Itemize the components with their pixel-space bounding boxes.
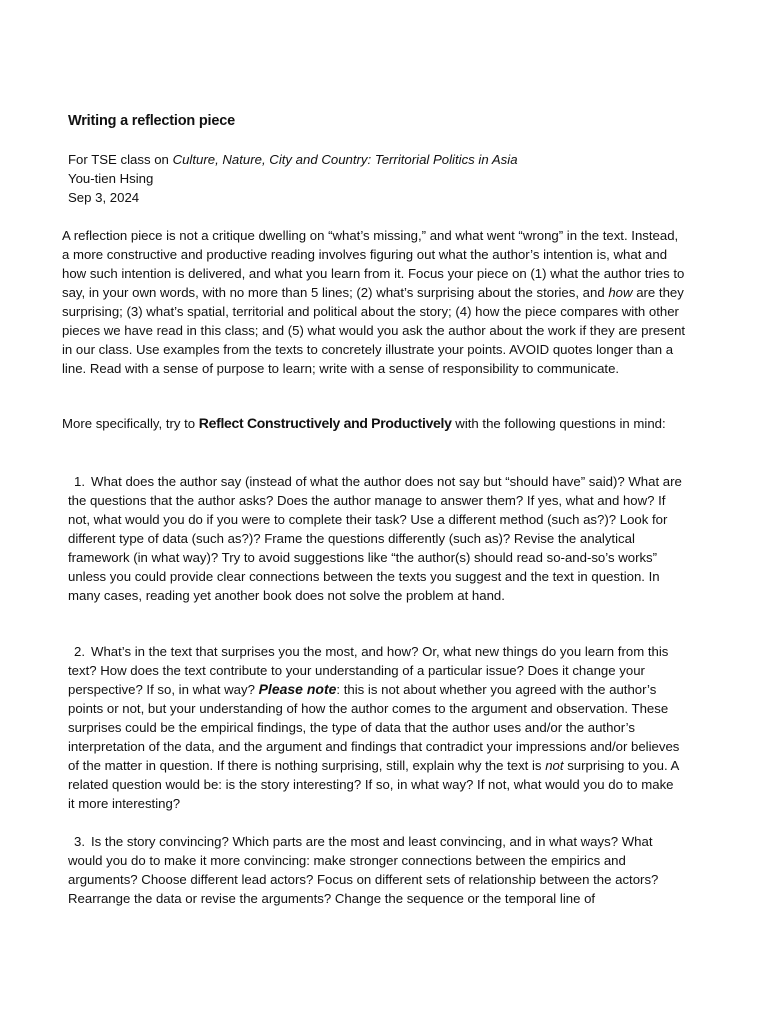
- specifically-paragraph: [62, 414, 686, 433]
- list-item-text: Is the story convincing? Which parts are the most and least convincing, and in what ways? What would you do to make it more convincing: make stronger connections between the empirics and arguments? Choose different lead actors? Focus on different sets of relationship between the actors? Rearrange the data or revise the arguments? Change the sequence or the temporal line of: [68, 834, 659, 906]
- list-item-text: surprising to you. A related question would be: is the story interesting? If so, in what way? If not, what would you do to make it more interesting?: [68, 758, 679, 811]
- specifically-prefix: More specifically, try to: [62, 416, 199, 431]
- document-title: Writing a reflection piece: [68, 113, 235, 129]
- specifically-emphasis: Reflect Constructively and Productively: [198, 415, 452, 431]
- list-item-text: What does the author say (instead of what the author does not say but “should have” said)? What are the questions that the author asks? Does the author manage to answer them? If yes, what and how? If not, what would you do if you were to complete their task? Use a different method (such as?)? Look for different type of data (such as?)? Frame the questions differently (such as)? Revise the analytical framework (in what way)? Try to avoid suggestions like “the author(s) should read so-and-so’s works” unless you could provide clear connections between the texts you suggest and the text in question. In many cases, reading yet another book does not solve the problem at hand.: [68, 474, 682, 603]
- list-item-text: What’s in the text that surprises you the most, and how? Or, what new things do you learn from this text? How does the text contribute to your understanding of a particular issue? Does it change your perspective? If so, in what way?: [68, 644, 669, 697]
- list-item-text: : this is not about whether you agreed with the author’s points or not, but your understanding of how the author comes to the argument and observation. These surprises could be the empirical findings, the type of data that the author uses and/or the author’s interpretation of the data, and the argument and findings that contradict your impressions and/or believes of the matter in question. If there is nothing surprising, still, explain why the text is: [68, 682, 680, 773]
- course-prefix: For TSE class on: [68, 152, 173, 167]
- not-emphasis: not: [545, 758, 564, 773]
- list-item-number: 1.: [74, 474, 85, 489]
- please-note-emphasis: Please note: [258, 681, 337, 697]
- author-name: You-tien Hsing: [68, 171, 154, 186]
- list-item-number: 3.: [74, 834, 85, 849]
- list-item: [68, 832, 682, 912]
- specifically-suffix: with the following questions in mind:: [451, 416, 666, 431]
- document-date: Sep 3, 2024: [68, 190, 140, 205]
- document-meta: [68, 150, 518, 207]
- list-item-number: 2.: [74, 644, 85, 659]
- list-item: [68, 642, 682, 813]
- list-item: [68, 472, 682, 605]
- intro-text-1: A reflection piece is not a critique dwelling on “what’s missing,” and what went “wrong” in the text. Instead, a more constructive and productive reading involves figuring out what the author’s intention is, what and how such intention is delivered, and what you learn from it. Focus your piece on (1) what the author tries to say, in your own words, with no more than 5 lines; (2) what’s surprising about the stories, and: [62, 228, 685, 300]
- intro-text-2: are they surprising; (3) what’s spatial, territorial and political about the story; (4) how the piece compares with other pieces we have read in this class; and (5) what would you ask the author about the work if they are present in our class. Use examples from the texts to concretely illustrate your points. AVOID quotes longer than a line. Read with a sense of purpose to learn; write with a sense of responsibility to communicate.: [62, 285, 686, 376]
- intro-paragraph: [62, 226, 686, 378]
- course-line: [68, 150, 518, 169]
- course-title: Culture, Nature, City and Country: Territorial Politics in Asia: [172, 152, 518, 167]
- intro-emphasis-how: how: [608, 285, 633, 300]
